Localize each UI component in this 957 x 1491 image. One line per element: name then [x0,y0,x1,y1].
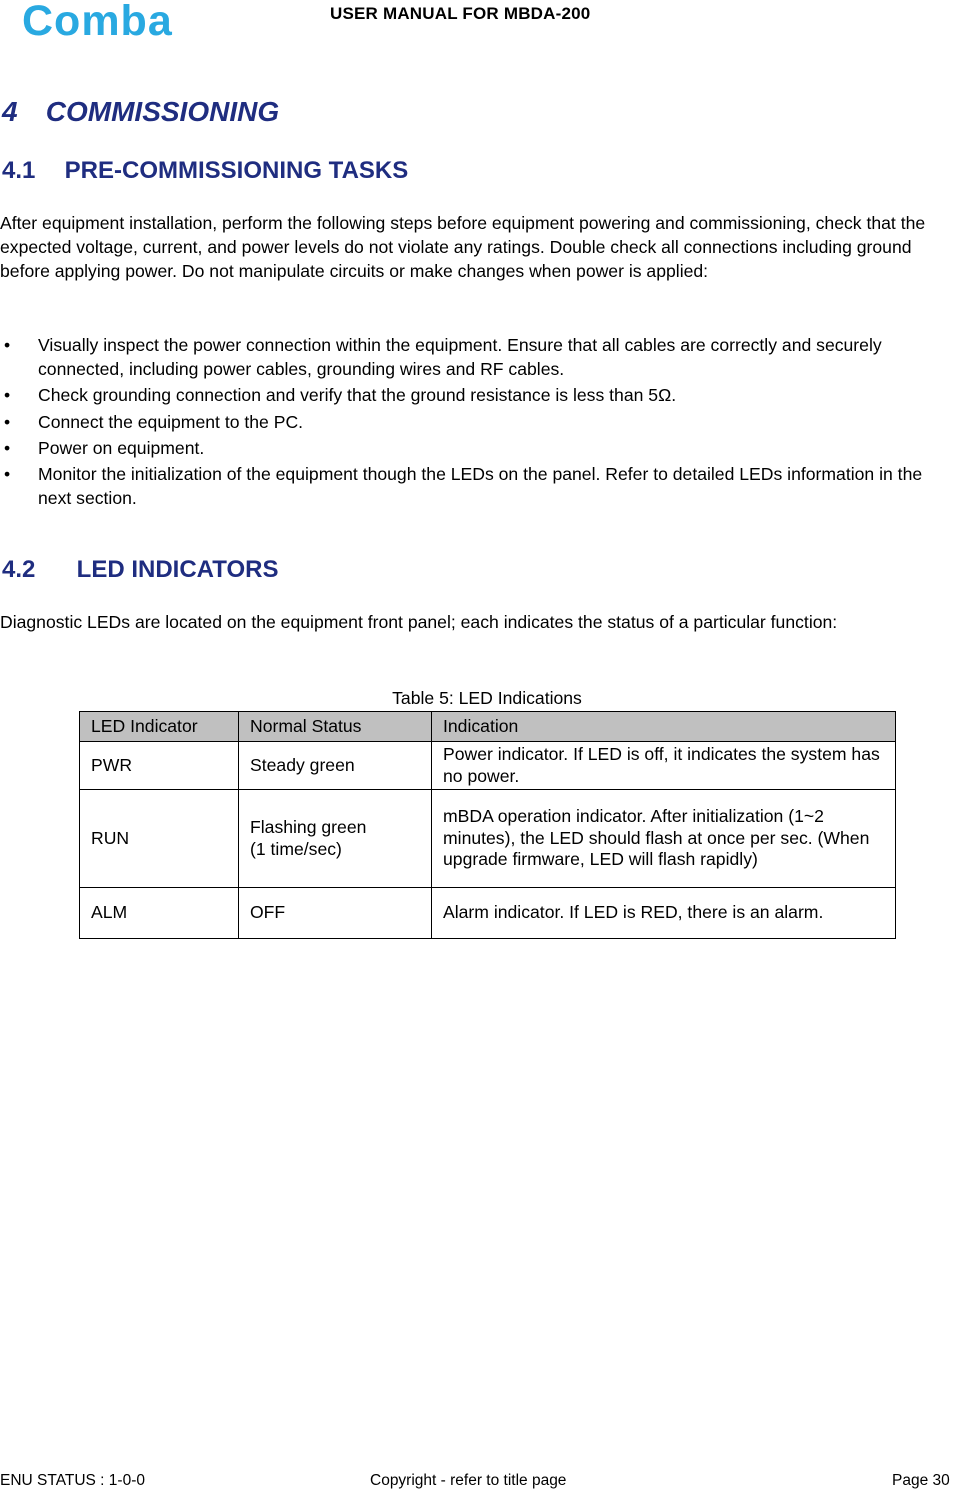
pre-commissioning-steps [0,333,957,512]
status-line: Steady green [250,754,355,775]
status-line: Flashing green [250,817,367,837]
section-heading-commissioning [2,96,279,128]
status-line: (1 time/sec) [250,838,342,859]
bullet-icon: • [4,464,11,485]
column-header-indication: Indication [432,712,896,742]
section-title: PRE-COMMISSIONING TASKS [64,157,409,184]
led-indications-table [79,711,896,939]
list-item [0,436,957,460]
section-heading-pre-commissioning [2,157,408,185]
pre-commissioning-intro: After equipment installation, perform the following steps before equipment powering and commissioning, check that the expected voltage, current, and power levels do not violate any ratings. Double check all connections including ground before applying power. Do not manipulate circuits or make changes when power is applied: [0,213,926,282]
bullet-icon: • [4,335,11,355]
table-header-row [80,712,896,742]
list-item [0,383,957,407]
cell-indication: Alarm indicator. If LED is RED, there is an alarm. [432,888,896,939]
cell-indication: Power indicator. If LED is off, it indicates the system has no power. [432,742,896,790]
cell-indicator: ALM [80,888,239,939]
section-number: 4.1 [2,157,36,184]
led-indicators-intro: Diagnostic LEDs are located on the equipment front panel; each indicates the status of a particular function: [0,612,838,632]
section-title: COMMISSIONING [45,96,280,127]
column-header-led-indicator: LED Indicator [80,712,239,742]
cell-indication: mBDA operation indicator. After initialization (1~2 minutes), the LED should flash at once per sec. (When upgrade firmware, LED will flash rapidly) [432,790,896,888]
list-item [0,333,957,381]
bullet-icon: • [4,385,11,406]
bullet-icon: • [4,437,11,458]
status-line: OFF [250,902,286,923]
footer-status: ENU STATUS : 1-0-0 [0,1472,145,1489]
table-row [80,742,896,790]
comba-logo-text: Comba [22,0,173,42]
list-item-text: Connect the equipment to the PC. [38,411,304,432]
header-title: USER MANUAL FOR MBDA-200 [330,4,591,23]
table-row [80,790,896,888]
section-title: LED INDICATORS [76,556,279,583]
cell-indicator: PWR [80,742,239,790]
cell-normal-status [239,742,432,790]
cell-indicator: RUN [80,790,239,888]
section-number: 4.2 [2,556,36,583]
bullet-icon: • [4,411,11,432]
list-item-text: Visually inspect the power connection within the equipment. Ensure that all cables are correctly and securely connected, including power cables, grounding wires and RF cables. [38,335,882,380]
table-caption: Table 5: LED Indications [392,688,582,708]
cell-normal-status [239,888,432,939]
list-item-text: Power on equipment. [38,437,205,458]
list-item-text: Monitor the initialization of the equipment though the LEDs on the panel. Refer to detailed LEDs information in the next section. [38,464,923,509]
comba-logo-graphic [22,0,212,42]
column-header-normal-status: Normal Status [239,712,432,742]
section-number: 4 [2,96,18,127]
cell-normal-status [239,790,432,888]
footer-copyright: Copyright - refer to title page [370,1472,567,1489]
table-row [80,888,896,939]
comba-logo [22,0,212,42]
list-item-text: Check grounding connection and verify that the ground resistance is less than 5Ω. [38,385,677,406]
list-item [0,410,957,434]
footer-page-number: Page 30 [892,1472,950,1489]
list-item [0,462,957,510]
section-heading-led-indicators [2,556,278,584]
